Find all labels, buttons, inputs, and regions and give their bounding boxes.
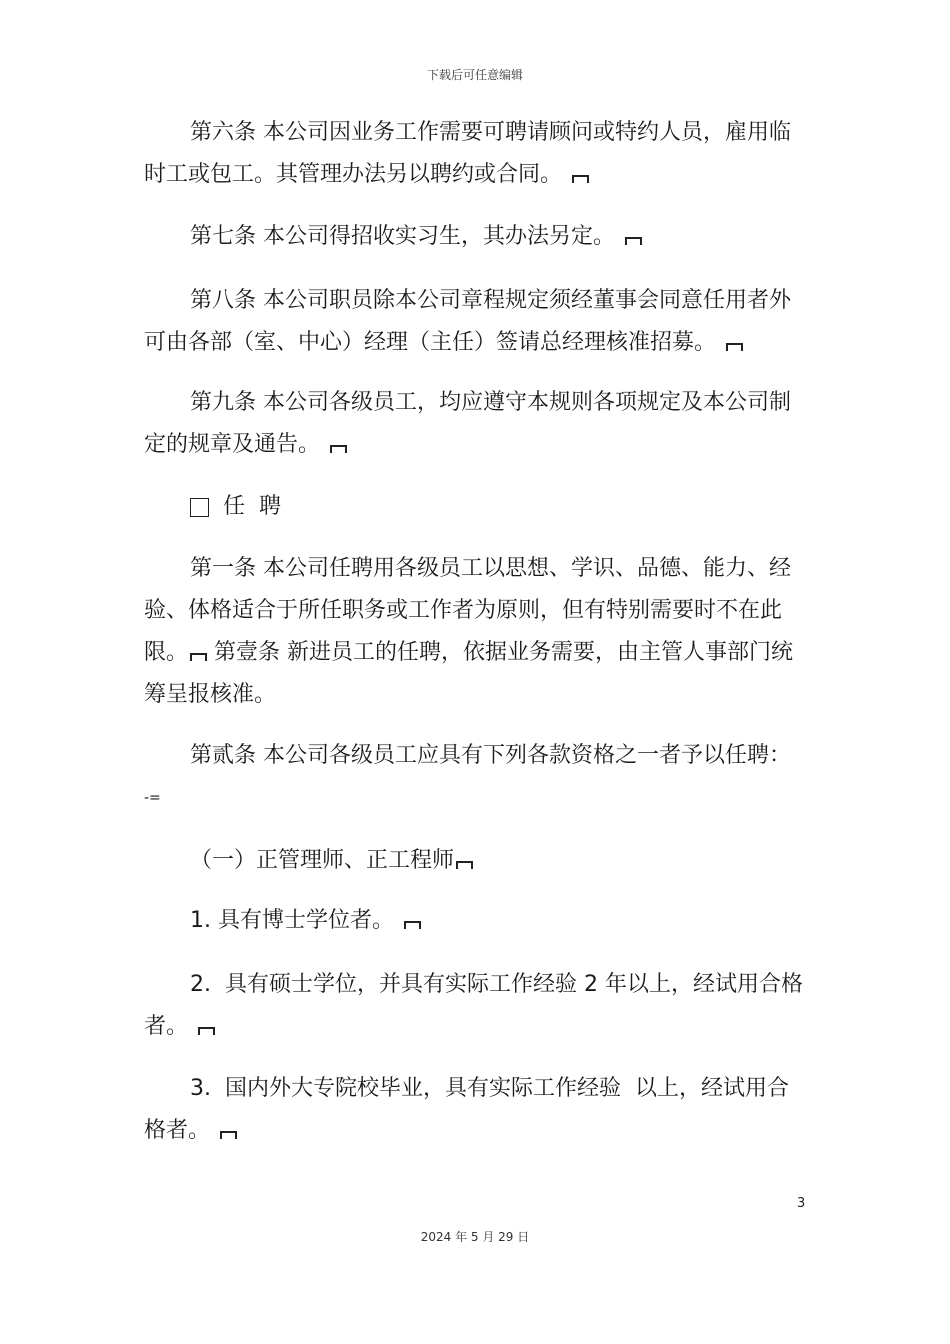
list-item-text: 3. 国内外大专院校毕业，具有实际工作经验 以上，经试用合格者。: [144, 1076, 789, 1143]
list-item: [144, 964, 809, 1048]
paragraph-article-1: [144, 548, 809, 716]
paragraph-text: 第八条 本公司职员除本公司章程规定须经董事会同意任用者外可由各部（室、中心）经理（主任）签请总经理核准招募。: [144, 288, 791, 355]
paragraph-mark-icon: [456, 861, 473, 869]
paragraph-article-9: [144, 382, 809, 466]
list-item-text: 1. 具有博士学位者。: [190, 908, 394, 933]
paragraph-mark-icon: [220, 1131, 237, 1139]
paragraph-text: 第贰条 本公司各级员工应具有下列各款资格之一者予以任聘：: [190, 743, 791, 768]
paragraph-text: 第一条 本公司任聘用各级员工以思想、学识、品德、能力、经验、体格适合于所任职务或工作者为原则，但有特别需要时不在此限。: [144, 556, 791, 665]
list-item: [144, 900, 809, 942]
paragraph-mark-icon: [190, 653, 207, 661]
page-number: 3: [797, 1196, 806, 1211]
paragraph-article-7: [144, 216, 809, 258]
paragraph-mark-icon: [625, 237, 642, 245]
section-title: 任 聘: [223, 494, 281, 519]
paragraph-text-continued: 第壹条 新进员工的任聘，依据业务需要，由主管人事部门统筹呈报核准。: [144, 640, 794, 707]
page-footer-date: 2024 年 5 月 29 日: [420, 1230, 530, 1244]
paragraph-text: 第七条 本公司得招收实习生，其办法另定。: [190, 224, 615, 249]
paragraph-mark-icon: [404, 921, 421, 929]
list-item: [144, 1068, 809, 1152]
small-symbol: -=: [144, 790, 161, 806]
page-header: 下载后可任意编辑: [426, 68, 523, 82]
paragraph-mark-icon: [726, 343, 743, 351]
paragraph-mark-icon: [330, 445, 347, 453]
paragraph-text: 第九条 本公司各级员工，均应遵守本规则各项规定及本公司制定的规章及通告。: [144, 390, 791, 457]
sub-heading: [144, 840, 809, 882]
paragraph-text: 第六条 本公司因业务工作需要可聘请顾问或特约人员，雇用临时工或包工。其管理办法另以聘约或合同。: [144, 120, 791, 187]
checkbox-square-icon: [190, 498, 209, 517]
paragraph-mark-icon: [572, 175, 589, 183]
paragraph-article-2: [144, 735, 809, 777]
paragraph-mark-icon: [198, 1027, 215, 1035]
sub-heading-text: （一）正管理师、正工程师: [190, 848, 455, 873]
section-heading: [190, 490, 281, 524]
paragraph-article-6: [144, 112, 809, 196]
paragraph-article-8: [144, 280, 809, 364]
list-item-text: 2. 具有硕士学位，并具有实际工作经验 2 年以上，经试用合格者。: [144, 972, 803, 1039]
